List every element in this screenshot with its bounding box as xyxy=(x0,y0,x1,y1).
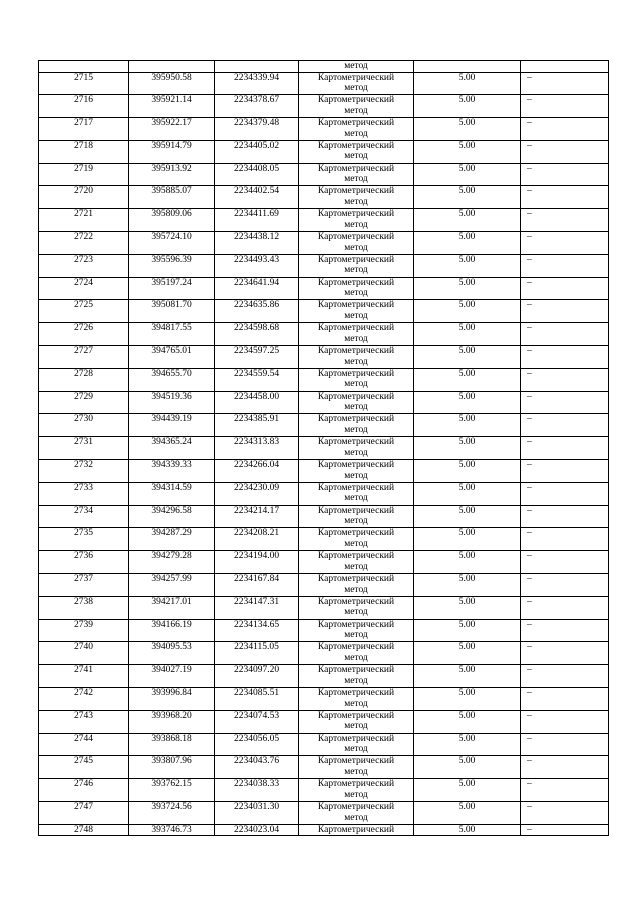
cell-accuracy: 5.00 xyxy=(414,482,521,505)
cell-note: – xyxy=(521,665,609,688)
cell-number: 2738 xyxy=(39,596,129,619)
cell-accuracy: 5.00 xyxy=(414,596,521,619)
cell-method xyxy=(299,72,414,95)
table-row-continued xyxy=(39,61,609,73)
method-text: Картометрический метод xyxy=(317,300,395,321)
table-row-last xyxy=(39,824,609,836)
method-text: Картометрический метод xyxy=(317,802,395,823)
cell-method xyxy=(299,232,414,255)
cell-y: 2234438.12 xyxy=(215,232,299,255)
cell-x: 395922.17 xyxy=(129,118,215,141)
cell-note: – xyxy=(521,346,609,369)
cell-number: 2720 xyxy=(39,186,129,209)
table-row xyxy=(39,802,609,825)
table-row xyxy=(39,414,609,437)
cell-note: – xyxy=(521,710,609,733)
cell-accuracy: 5.00 xyxy=(414,140,521,163)
cell-method xyxy=(299,733,414,756)
cell-y: 2234339.94 xyxy=(215,72,299,95)
cell-x: 394279.28 xyxy=(129,551,215,574)
cell-x: 394339.33 xyxy=(129,460,215,483)
cell-method xyxy=(299,779,414,802)
cell-x: 393724.56 xyxy=(129,802,215,825)
cell-note: – xyxy=(521,209,609,232)
method-text: Картометрический метод xyxy=(317,574,395,595)
method-text: Картометрический метод xyxy=(317,619,395,641)
cell-accuracy: 5.00 xyxy=(414,346,521,369)
cell-method xyxy=(299,118,414,141)
cell-accuracy: 5.00 xyxy=(414,688,521,711)
cell-note: – xyxy=(521,186,609,209)
cell-method xyxy=(299,414,414,437)
cell-x: 394655.70 xyxy=(129,368,215,391)
cell-accuracy: 5.00 xyxy=(414,232,521,255)
cell-note: – xyxy=(521,688,609,711)
table-row xyxy=(39,346,609,369)
cell-number: 2741 xyxy=(39,665,129,688)
cell-x: 393807.96 xyxy=(129,756,215,779)
cell-number: 2743 xyxy=(39,710,129,733)
cell-note: – xyxy=(521,574,609,597)
table-row xyxy=(39,528,609,551)
cell-method xyxy=(299,186,414,209)
cell-y: 2234043.76 xyxy=(215,756,299,779)
cell-accuracy: 5.00 xyxy=(414,505,521,528)
table-row xyxy=(39,323,609,346)
cell-x: 395914.79 xyxy=(129,140,215,163)
cell-number: 2742 xyxy=(39,688,129,711)
cell-note: – xyxy=(521,277,609,300)
table-row xyxy=(39,209,609,232)
cell-method xyxy=(299,346,414,369)
cell-x: 394519.36 xyxy=(129,391,215,414)
table-row xyxy=(39,505,609,528)
cell-accuracy: 5.00 xyxy=(414,710,521,733)
cell-number: 2739 xyxy=(39,619,129,642)
cell-note: – xyxy=(521,733,609,756)
cell-method xyxy=(299,802,414,825)
cell-number: 2737 xyxy=(39,574,129,597)
table-row xyxy=(39,140,609,163)
cell-method xyxy=(299,95,414,118)
method-text: Картометрический метод xyxy=(317,688,395,709)
cell-number: 2745 xyxy=(39,756,129,779)
cell-note: – xyxy=(521,140,609,163)
cell-accuracy: 5.00 xyxy=(414,254,521,277)
method-text: Картометрический метод xyxy=(317,505,395,527)
cell-y: 2234405.02 xyxy=(215,140,299,163)
cell-number: 2719 xyxy=(39,163,129,186)
cell-x: 393746.73 xyxy=(129,824,215,836)
cell-x xyxy=(129,61,215,73)
cell-y: 2234167.84 xyxy=(215,574,299,597)
cell-y: 2234313.83 xyxy=(215,437,299,460)
cell-y: 2234598.68 xyxy=(215,323,299,346)
cell-method xyxy=(299,688,414,711)
table-body xyxy=(39,61,609,836)
cell-x: 394365.24 xyxy=(129,437,215,460)
cell-note: – xyxy=(521,323,609,346)
cell-x: 394257.99 xyxy=(129,574,215,597)
cell-x: 395596.39 xyxy=(129,254,215,277)
table-row xyxy=(39,186,609,209)
cell-method xyxy=(299,528,414,551)
cell-y: 2234266.04 xyxy=(215,460,299,483)
cell-note: – xyxy=(521,300,609,323)
cell-method xyxy=(299,665,414,688)
cell-number: 2717 xyxy=(39,118,129,141)
cell-number: 2715 xyxy=(39,72,129,95)
cell-y: 2234385.91 xyxy=(215,414,299,437)
cell-x: 394027.19 xyxy=(129,665,215,688)
cell-y: 2234214.17 xyxy=(215,505,299,528)
cell-y: 2234147.31 xyxy=(215,596,299,619)
cell-y: 2234458.00 xyxy=(215,391,299,414)
cell-y xyxy=(215,61,299,73)
table-row xyxy=(39,368,609,391)
cell-note: – xyxy=(521,824,609,836)
cell-y: 2234074.53 xyxy=(215,710,299,733)
cell-y: 2234134.65 xyxy=(215,619,299,642)
table-row xyxy=(39,551,609,574)
cell-accuracy: 5.00 xyxy=(414,528,521,551)
cell-accuracy: 5.00 xyxy=(414,368,521,391)
cell-accuracy: 5.00 xyxy=(414,551,521,574)
cell-x: 394765.01 xyxy=(129,346,215,369)
table-row xyxy=(39,277,609,300)
table-row xyxy=(39,779,609,802)
cell-note: – xyxy=(521,482,609,505)
cell-method xyxy=(299,642,414,665)
method-text: Картометрический метод xyxy=(317,368,395,390)
table-row xyxy=(39,482,609,505)
method-text: Картометрический метод xyxy=(317,756,395,777)
cell-note: – xyxy=(521,528,609,551)
table-row xyxy=(39,688,609,711)
cell-x: 395809.06 xyxy=(129,209,215,232)
cell-note: – xyxy=(521,619,609,642)
cell-x: 395950.58 xyxy=(129,72,215,95)
cell-accuracy: 5.00 xyxy=(414,574,521,597)
cell-x: 394287.29 xyxy=(129,528,215,551)
cell-number: 2726 xyxy=(39,323,129,346)
method-text: Картометрический метод xyxy=(317,642,395,663)
cell-y: 2234097.20 xyxy=(215,665,299,688)
cell-method xyxy=(299,437,414,460)
method-text: Картометрический метод xyxy=(317,323,395,344)
cell-note: – xyxy=(521,642,609,665)
cell-note: – xyxy=(521,163,609,186)
cell-y: 2234378.67 xyxy=(215,95,299,118)
cell-accuracy: 5.00 xyxy=(414,437,521,460)
cell-y: 2234635.86 xyxy=(215,300,299,323)
cell-x: 394296.58 xyxy=(129,505,215,528)
table-row xyxy=(39,574,609,597)
cell-accuracy: 5.00 xyxy=(414,72,521,95)
cell-note: – xyxy=(521,368,609,391)
cell-number: 2746 xyxy=(39,779,129,802)
cell-accuracy: 5.00 xyxy=(414,665,521,688)
method-text: Картометрический метод xyxy=(317,460,395,481)
cell-x: 395885.07 xyxy=(129,186,215,209)
method-text: Картометрический метод xyxy=(317,254,395,276)
method-text: Картометрический метод xyxy=(317,72,395,93)
cell-note: – xyxy=(521,72,609,95)
cell-number: 2736 xyxy=(39,551,129,574)
cell-method xyxy=(299,619,414,642)
method-text: Картометрический метод xyxy=(317,528,395,549)
cell-x: 395081.70 xyxy=(129,300,215,323)
cell-method xyxy=(299,505,414,528)
table-row xyxy=(39,619,609,642)
table-row xyxy=(39,596,609,619)
cell-note: – xyxy=(521,505,609,528)
cell-method xyxy=(299,596,414,619)
table-row xyxy=(39,391,609,414)
method-text: Картометрический метод xyxy=(317,140,395,162)
cell-number: 2728 xyxy=(39,368,129,391)
table-row xyxy=(39,460,609,483)
cell-number: 2716 xyxy=(39,95,129,118)
cell-x: 394817.55 xyxy=(129,323,215,346)
cell-y: 2234379.48 xyxy=(215,118,299,141)
method-text: Картометрический метод xyxy=(317,277,395,299)
cell-accuracy: 5.00 xyxy=(414,460,521,483)
cell-x: 393968.20 xyxy=(129,710,215,733)
cell-method xyxy=(299,323,414,346)
cell-x: 394314.59 xyxy=(129,482,215,505)
method-text: Картометрический метод xyxy=(317,186,395,207)
cell-number: 2730 xyxy=(39,414,129,437)
cell-note: – xyxy=(521,551,609,574)
cell-number: 2718 xyxy=(39,140,129,163)
cell-method xyxy=(299,551,414,574)
table-row xyxy=(39,437,609,460)
table-row xyxy=(39,254,609,277)
cell-accuracy: 5.00 xyxy=(414,323,521,346)
cell-accuracy: 5.00 xyxy=(414,802,521,825)
cell-method xyxy=(299,254,414,277)
table-row xyxy=(39,232,609,255)
cell-accuracy: 5.00 xyxy=(414,209,521,232)
cell-y: 2234493.43 xyxy=(215,254,299,277)
table-row xyxy=(39,163,609,186)
table-row xyxy=(39,72,609,95)
cell-accuracy: 5.00 xyxy=(414,391,521,414)
cell-accuracy: 5.00 xyxy=(414,95,521,118)
cell-method xyxy=(299,574,414,597)
cell-accuracy: 5.00 xyxy=(414,300,521,323)
cell-number: 2727 xyxy=(39,346,129,369)
cell-note: – xyxy=(521,232,609,255)
cell-number: 2733 xyxy=(39,482,129,505)
cell-accuracy: 5.00 xyxy=(414,118,521,141)
cell-accuracy: 5.00 xyxy=(414,186,521,209)
cell-number xyxy=(39,61,129,73)
cell-note: – xyxy=(521,596,609,619)
cell-y: 2234411.69 xyxy=(215,209,299,232)
cell-method xyxy=(299,391,414,414)
cell-y: 2234641.94 xyxy=(215,277,299,300)
cell-accuracy: 5.00 xyxy=(414,733,521,756)
method-text: Картометрический метод xyxy=(317,118,395,139)
cell-note: – xyxy=(521,460,609,483)
table-row xyxy=(39,642,609,665)
cell-number: 2735 xyxy=(39,528,129,551)
cell-y: 2234194.00 xyxy=(215,551,299,574)
cell-x: 394095.53 xyxy=(129,642,215,665)
cell-method xyxy=(299,368,414,391)
cell-x: 393868.18 xyxy=(129,733,215,756)
cell-note xyxy=(521,61,609,73)
cell-x: 394166.19 xyxy=(129,619,215,642)
method-text: Картометрический метод xyxy=(317,733,395,755)
cell-y: 2234559.54 xyxy=(215,368,299,391)
cell-x: 395724.10 xyxy=(129,232,215,255)
cell-y: 2234402.54 xyxy=(215,186,299,209)
cell-x: 394439.19 xyxy=(129,414,215,437)
cell-y: 2234597.25 xyxy=(215,346,299,369)
cell-x: 393996.84 xyxy=(129,688,215,711)
table-row xyxy=(39,733,609,756)
cell-number: 2725 xyxy=(39,300,129,323)
cell-number: 2731 xyxy=(39,437,129,460)
cell-y: 2234408.05 xyxy=(215,163,299,186)
cell-number: 2732 xyxy=(39,460,129,483)
method-text: Картометрический метод xyxy=(317,391,395,413)
cell-x: 395197.24 xyxy=(129,277,215,300)
cell-method xyxy=(299,277,414,300)
table-row xyxy=(39,756,609,779)
method-text: Картометрический метод xyxy=(317,710,395,732)
cell-accuracy xyxy=(414,61,521,73)
cell-x: 395913.92 xyxy=(129,163,215,186)
cell-method xyxy=(299,482,414,505)
cell-number: 2740 xyxy=(39,642,129,665)
cell-method: метод xyxy=(299,61,414,73)
cell-accuracy: 5.00 xyxy=(414,277,521,300)
cell-x: 394217.01 xyxy=(129,596,215,619)
table-row xyxy=(39,118,609,141)
method-text: Картометрический метод xyxy=(317,163,395,185)
cell-method xyxy=(299,163,414,186)
method-text: Картометрический метод xyxy=(317,232,395,253)
cell-y: 2234230.09 xyxy=(215,482,299,505)
method-text: Картометрический метод xyxy=(317,596,395,618)
cell-note: – xyxy=(521,414,609,437)
cell-x: 393762.15 xyxy=(129,779,215,802)
cell-note: – xyxy=(521,437,609,460)
table-row xyxy=(39,665,609,688)
cell-number: 2748 xyxy=(39,824,129,836)
cell-accuracy: 5.00 xyxy=(414,619,521,642)
method-text: Картометрический метод xyxy=(317,779,395,800)
cell-y: 2234031.30 xyxy=(215,802,299,825)
method-text: Картометрический метод xyxy=(317,437,395,458)
cell-accuracy: 5.00 xyxy=(414,779,521,802)
cell-method xyxy=(299,300,414,323)
table-row xyxy=(39,95,609,118)
method-text: Картометрический метод xyxy=(317,482,395,504)
cell-note: – xyxy=(521,802,609,825)
cell-note: – xyxy=(521,254,609,277)
method-text: Картометрический метод xyxy=(317,95,395,116)
cell-y: 2234038.33 xyxy=(215,779,299,802)
method-text: Картометрический метод xyxy=(317,414,395,435)
cell-y: 2234208.21 xyxy=(215,528,299,551)
cell-accuracy: 5.00 xyxy=(414,824,521,836)
cell-method xyxy=(299,710,414,733)
coordinates-table xyxy=(38,60,609,836)
cell-note: – xyxy=(521,95,609,118)
cell-number: 2744 xyxy=(39,733,129,756)
table-row xyxy=(39,300,609,323)
cell-y: 2234115.05 xyxy=(215,642,299,665)
cell-note: – xyxy=(521,118,609,141)
cell-accuracy: 5.00 xyxy=(414,642,521,665)
cell-method xyxy=(299,140,414,163)
cell-number: 2724 xyxy=(39,277,129,300)
cell-method: Картометрический xyxy=(299,824,414,836)
cell-accuracy: 5.00 xyxy=(414,756,521,779)
cell-number: 2722 xyxy=(39,232,129,255)
method-text: Картометрический метод xyxy=(317,209,395,230)
cell-y: 2234085.51 xyxy=(215,688,299,711)
cell-note: – xyxy=(521,779,609,802)
cell-accuracy: 5.00 xyxy=(414,163,521,186)
cell-accuracy: 5.00 xyxy=(414,414,521,437)
cell-method xyxy=(299,756,414,779)
cell-number: 2721 xyxy=(39,209,129,232)
cell-method xyxy=(299,209,414,232)
table-row xyxy=(39,710,609,733)
cell-method xyxy=(299,460,414,483)
cell-x: 395921.14 xyxy=(129,95,215,118)
method-text: Картометрический метод xyxy=(317,551,395,572)
cell-number: 2729 xyxy=(39,391,129,414)
cell-number: 2723 xyxy=(39,254,129,277)
cell-number: 2747 xyxy=(39,802,129,825)
cell-y: 2234056.05 xyxy=(215,733,299,756)
cell-number: 2734 xyxy=(39,505,129,528)
cell-y: 2234023.04 xyxy=(215,824,299,836)
method-text: Картометрический метод xyxy=(317,665,395,686)
cell-note: – xyxy=(521,391,609,414)
cell-note: – xyxy=(521,756,609,779)
method-text: Картометрический метод xyxy=(317,346,395,367)
